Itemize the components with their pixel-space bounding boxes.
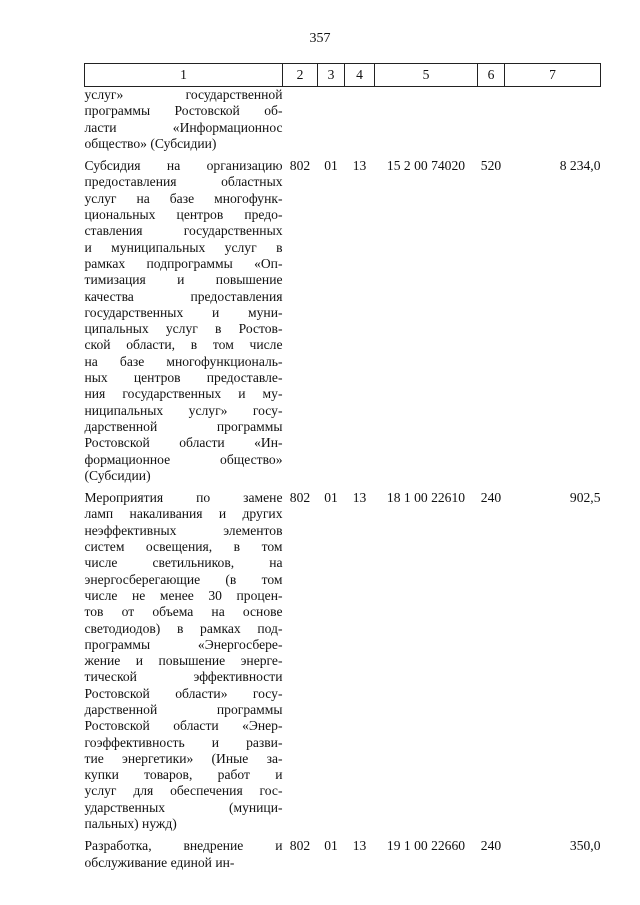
description-line: купки товаров, работ и bbox=[84, 767, 283, 783]
header-col-7: 7 bbox=[505, 64, 601, 87]
description-line: ламп накаливания и других bbox=[84, 506, 283, 522]
description-line: Разработка, внедрение и bbox=[84, 838, 283, 854]
description-line: дарственной программы bbox=[84, 701, 283, 717]
header-col-1: 1 bbox=[85, 64, 283, 87]
description-line: на базе многофункциональ- bbox=[84, 353, 283, 369]
description-line: ударственных (муници- bbox=[84, 799, 283, 815]
header-col-6: 6 bbox=[478, 64, 505, 87]
description-line: светодиодов) в рамках под- bbox=[84, 620, 283, 636]
row-section-code: 01 bbox=[324, 490, 338, 506]
row-target-code: 18 1 00 22610 bbox=[386, 490, 466, 506]
description-line: пальных) нужд) bbox=[84, 816, 177, 832]
row-section-code bbox=[318, 87, 345, 153]
row-ministry-code bbox=[283, 87, 318, 153]
description-line: неэффективных элементов bbox=[84, 522, 283, 538]
row-ministry-code: 802 bbox=[289, 490, 311, 506]
description-line: ципальных услуг в Ростов- bbox=[84, 321, 283, 337]
description-line: предоставления областных bbox=[84, 174, 283, 190]
row-target-code: 15 2 00 74020 bbox=[386, 158, 466, 174]
row-description bbox=[85, 152, 283, 484]
description-line: гоэффективность и разви- bbox=[84, 734, 283, 750]
description-line: программы «Энергосбере- bbox=[84, 636, 283, 652]
table-row bbox=[85, 152, 601, 484]
row-description bbox=[85, 87, 283, 153]
row-amount: 350,0 bbox=[569, 838, 601, 854]
description-line: Мероприятия по замене bbox=[84, 490, 283, 506]
table-row bbox=[85, 484, 601, 832]
description-line: тимизация и повышение bbox=[84, 272, 283, 288]
description-line: государственных и муни- bbox=[84, 304, 283, 320]
description-line: Ростовской области» госу- bbox=[84, 685, 283, 701]
description-line: услуг» государственной bbox=[84, 87, 283, 102]
description-line: жение и повышение энерге- bbox=[84, 653, 283, 669]
description-line: ния государственных и му- bbox=[84, 386, 283, 402]
row-ministry-code: 802 bbox=[289, 838, 311, 854]
description-line: общество» (Субсидии) bbox=[84, 135, 217, 151]
row-amount bbox=[505, 87, 601, 153]
description-line: (Субсидии) bbox=[84, 467, 151, 483]
table-row bbox=[85, 832, 601, 871]
row-description bbox=[85, 832, 283, 871]
row-type-code: 240 bbox=[480, 490, 502, 506]
row-ministry-code: 802 bbox=[289, 158, 311, 174]
description-line: тие энергетики» (Иные за- bbox=[84, 750, 283, 766]
table-header-row bbox=[85, 64, 601, 87]
row-type-code: 240 bbox=[480, 838, 502, 854]
row-amount: 902,5 bbox=[569, 490, 601, 506]
row-section-code: 01 bbox=[324, 158, 338, 174]
description-line: циональных центров предо- bbox=[84, 207, 283, 223]
row-subsection-code: 13 bbox=[352, 490, 367, 506]
description-line: ской области, в том числе bbox=[84, 337, 283, 353]
header-col-4: 4 bbox=[345, 64, 375, 87]
description-line: услуг на базе многофунк- bbox=[84, 190, 283, 206]
description-line: дарственной программы bbox=[84, 418, 283, 434]
row-description bbox=[85, 484, 283, 832]
header-col-2: 2 bbox=[283, 64, 318, 87]
description-line: систем освещения, в том bbox=[84, 539, 283, 555]
row-type-code bbox=[478, 87, 505, 153]
description-line: тической эффективности bbox=[84, 669, 283, 685]
description-line: Ростовской области «Энер- bbox=[84, 718, 283, 734]
description-line: числе светильников, на bbox=[84, 555, 283, 571]
description-line: числе не менее 30 процен- bbox=[84, 587, 283, 603]
page-number: 357 bbox=[309, 31, 331, 46]
table-body bbox=[85, 87, 601, 871]
description-line: качества предоставления bbox=[84, 288, 283, 304]
row-subsection-code: 13 bbox=[352, 838, 367, 854]
description-line: программы Ростовской об- bbox=[84, 103, 283, 119]
description-line: услуг для обеспечения гос- bbox=[84, 783, 283, 799]
description-line: формационное общество» bbox=[84, 451, 283, 467]
description-line: и муниципальных услуг в bbox=[84, 239, 283, 255]
description-line: ниципальных услуг» госу- bbox=[84, 402, 283, 418]
header-col-3: 3 bbox=[318, 64, 345, 87]
description-line: ставления государственных bbox=[84, 223, 283, 239]
row-subsection-code: 13 bbox=[352, 158, 367, 174]
row-type-code: 520 bbox=[480, 158, 502, 174]
description-line: энергосберегающие (в том bbox=[84, 571, 283, 587]
row-subsection-code bbox=[345, 87, 375, 153]
header-col-5: 5 bbox=[375, 64, 478, 87]
description-line: тов от объема на основе bbox=[84, 604, 283, 620]
row-target-code: 19 1 00 22660 bbox=[386, 838, 466, 854]
row-amount: 8 234,0 bbox=[559, 158, 601, 174]
description-line: ных центров предоставле- bbox=[84, 370, 283, 386]
description-line: обслуживание единой ин- bbox=[84, 854, 235, 870]
budget-table bbox=[84, 63, 601, 871]
description-line: Ростовской области «Ин- bbox=[84, 435, 283, 451]
row-section-code: 01 bbox=[324, 838, 338, 854]
description-line: рамках подпрограммы «Оп- bbox=[84, 255, 283, 271]
row-target-code bbox=[375, 87, 478, 153]
description-line: ласти «Информационнос bbox=[84, 119, 283, 135]
description-line: Субсидия на организацию bbox=[84, 158, 283, 174]
table-row bbox=[85, 87, 601, 153]
